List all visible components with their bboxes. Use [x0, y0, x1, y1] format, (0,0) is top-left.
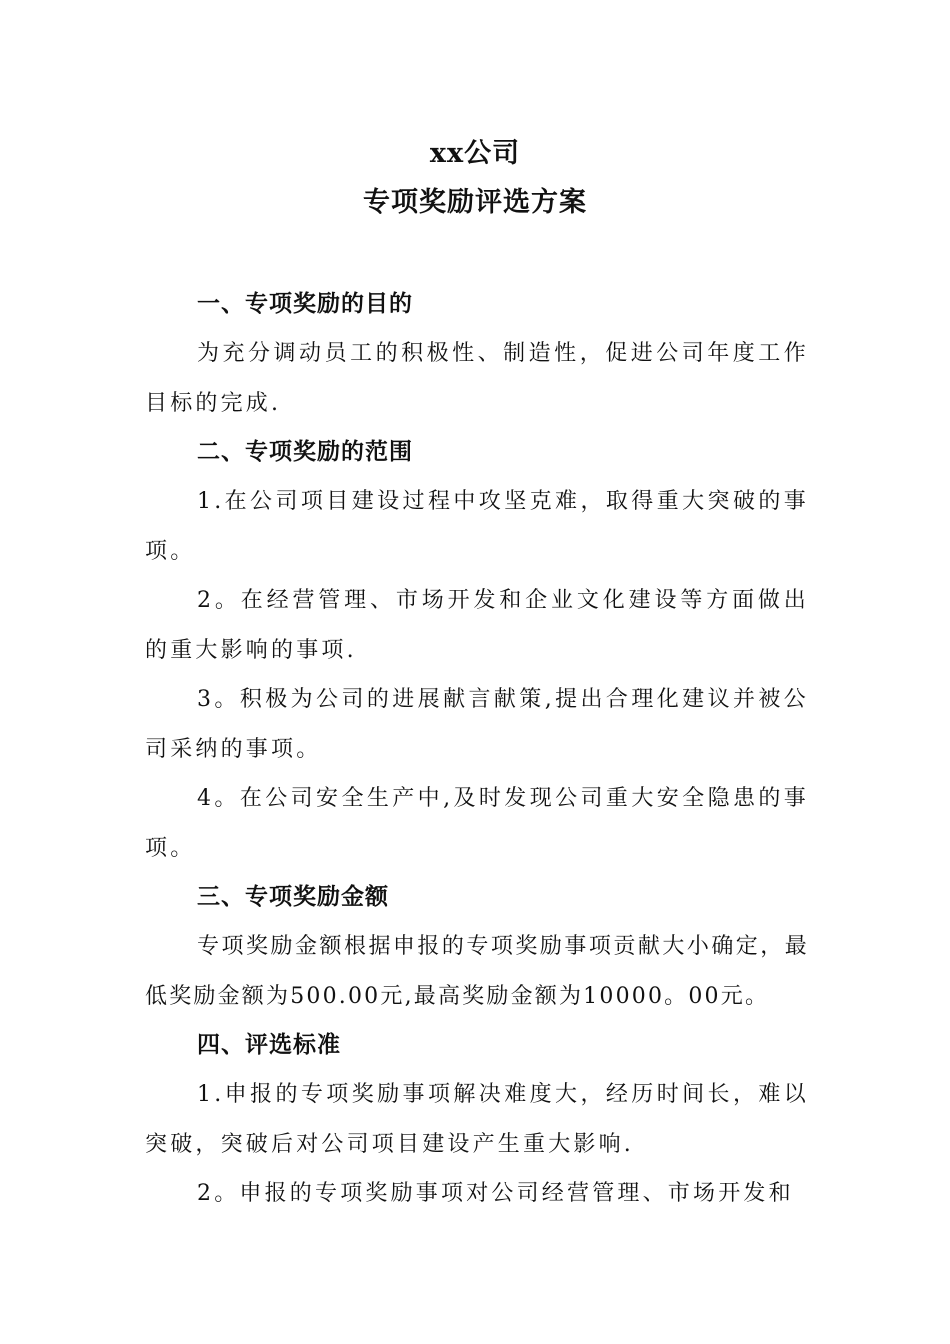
paragraph-criteria-1: 1.申报的专项奖励事项解决难度大，经历时间长，难以突破，突破后对公司项目建设产生重大影响. — [145, 1082, 809, 1157]
paragraph-scope-1: 1.在公司项目建设过程中攻坚克难，取得重大突破的事项。 — [145, 489, 809, 564]
section-heading-scope: 二、专项奖励的范围 — [197, 439, 413, 465]
document-body — [145, 280, 809, 1219]
paragraph-scope-2: 2。在经营管理、市场开发和企业文化建设等方面做出的重大影响的事项. — [145, 588, 809, 663]
paragraph-criteria-2: 2。申报的专项奖励事项对公司经营管理、市场开发和 — [197, 1181, 794, 1206]
document-title-company: xx公司 — [429, 138, 521, 169]
paragraph-purpose: 为充分调动员工的积极性、制造性，促进公司年度工作目标的完成. — [145, 341, 809, 416]
paragraph-scope-4: 4。在公司安全生产中,及时发现公司重大安全隐患的事项。 — [145, 786, 809, 861]
document-title-main: 专项奖励评选方案 — [363, 187, 587, 218]
section-heading-criteria: 四、评选标准 — [197, 1032, 341, 1058]
paragraph-scope-3: 3。积极为公司的进展献言献策,提出合理化建议并被公司采纳的事项。 — [145, 687, 809, 762]
section-heading-purpose: 一、专项奖励的目的 — [197, 291, 413, 317]
section-heading-amount: 三、专项奖励金额 — [197, 884, 389, 910]
paragraph-amount: 专项奖励金额根据申报的专项奖励事项贡献大小确定，最低奖励金额为500.00元,最高奖励金额为10000。00元。 — [145, 934, 809, 1009]
